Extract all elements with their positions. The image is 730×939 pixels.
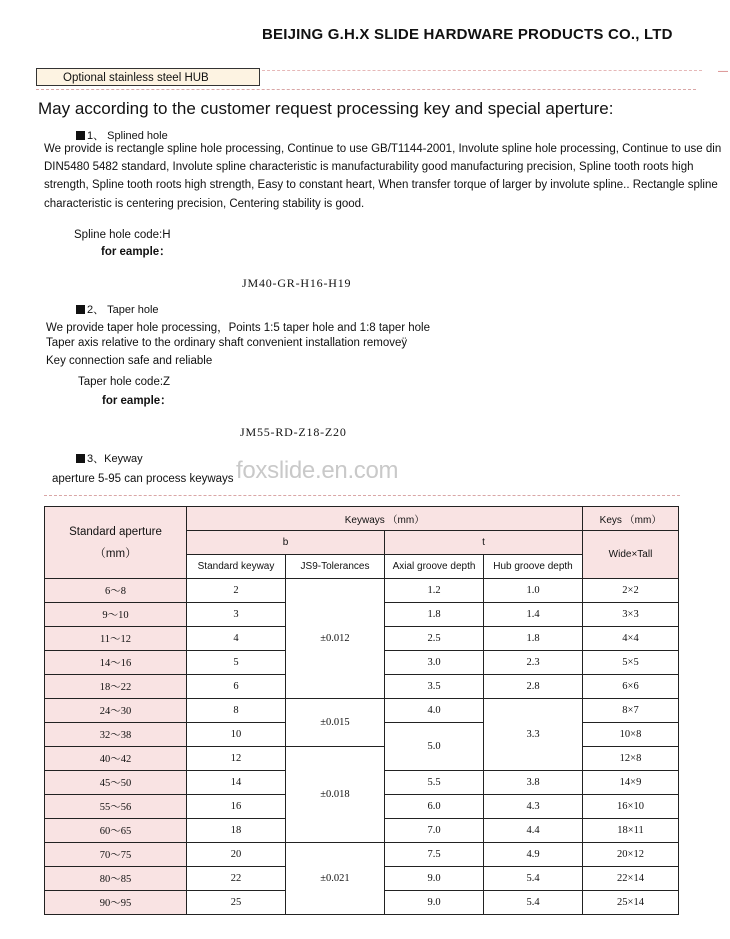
cell-keys: 4×4 — [583, 627, 679, 651]
cell-tolerance: ±0.015 — [286, 699, 385, 747]
cell-keys: 10×8 — [583, 723, 679, 747]
cell-keyway: 14 — [187, 771, 286, 795]
keyway-description: aperture 5-95 can process keyways — [52, 473, 234, 485]
cell-axial: 3.5 — [385, 675, 484, 699]
cell-hub: 4.4 — [484, 819, 583, 843]
cell-keyway: 5 — [187, 651, 286, 675]
cell-keyway: 6 — [187, 675, 286, 699]
cell-keys: 25×14 — [583, 891, 679, 915]
header-keys: Keys （mm） — [583, 507, 679, 531]
cell-aperture: 55～56 — [45, 795, 187, 819]
company-name: BEIJING G.H.X SLIDE HARDWARE PRODUCTS CO., LTD — [262, 26, 673, 43]
header-hub-depth: Hub groove depth — [484, 555, 583, 579]
header-dot: — — [718, 66, 728, 77]
cell-aperture: 90～95 — [45, 891, 187, 915]
header-standard-keyway: Standard keyway — [187, 555, 286, 579]
taper-line-3: Key connection safe and reliable — [46, 355, 213, 367]
spline-example-code: JM40-GR-H16-H19 — [242, 276, 352, 290]
cell-hub: 4.9 — [484, 843, 583, 867]
cell-keys: 3×3 — [583, 603, 679, 627]
cell-aperture: 11～12 — [45, 627, 187, 651]
section-splined-title: 1、 Splined hole — [76, 127, 168, 143]
bullet-square-icon — [76, 305, 85, 314]
cell-hub: 4.3 — [484, 795, 583, 819]
header-tolerance: JS9-Tolerances — [286, 555, 385, 579]
cell-aperture: 14～16 — [45, 651, 187, 675]
cell-keyway: 10 — [187, 723, 286, 747]
cell-hub: 3.8 — [484, 771, 583, 795]
cell-axial: 9.0 — [385, 891, 484, 915]
cell-keyway: 12 — [187, 747, 286, 771]
header-divider — [262, 70, 702, 71]
cell-keyway: 2 — [187, 579, 286, 603]
taper-line-1: We provide taper hole processing，Points 1:5 taper hole and 1:8 taper hole — [46, 322, 431, 334]
cell-keyway: 4 — [187, 627, 286, 651]
option-divider — [36, 89, 696, 90]
cell-hub: 1.0 — [484, 579, 583, 603]
cell-keys: 8×7 — [583, 699, 679, 723]
cell-keys: 14×9 — [583, 771, 679, 795]
cell-keyway: 22 — [187, 867, 286, 891]
header-keyways: Keyways （mm） — [187, 507, 583, 531]
cell-hub: 2.3 — [484, 651, 583, 675]
cell-axial: 4.0 — [385, 699, 484, 723]
taper-code-label: Taper hole code:Z — [78, 376, 171, 388]
cell-aperture: 6～8 — [45, 579, 187, 603]
bullet-square-icon — [76, 454, 85, 463]
cell-aperture: 45～50 — [45, 771, 187, 795]
cell-keys: 22×14 — [583, 867, 679, 891]
cell-keys: 12×8 — [583, 747, 679, 771]
cell-aperture: 80～85 — [45, 867, 187, 891]
header-t: t — [385, 531, 583, 555]
watermark-text: foxslide.en.com — [236, 457, 399, 484]
cell-hub-merged: 3.3 — [484, 699, 583, 771]
keyway-table — [44, 506, 679, 915]
cell-axial: 5.5 — [385, 771, 484, 795]
cell-axial: 1.8 — [385, 603, 484, 627]
cell-axial: 7.5 — [385, 843, 484, 867]
cell-keyway: 18 — [187, 819, 286, 843]
cell-aperture: 40～42 — [45, 747, 187, 771]
cell-hub: 1.8 — [484, 627, 583, 651]
header-wide-tall: Wide×Tall — [583, 531, 679, 579]
header-b: b — [187, 531, 385, 555]
cell-aperture: 9～10 — [45, 603, 187, 627]
cell-keyway: 8 — [187, 699, 286, 723]
cell-axial-merged: 5.0 — [385, 723, 484, 771]
cell-keys: 6×6 — [583, 675, 679, 699]
cell-keys: 18×11 — [583, 819, 679, 843]
cell-hub: 5.4 — [484, 867, 583, 891]
cell-keyway: 20 — [187, 843, 286, 867]
taper-example-label: for eample： — [102, 395, 172, 407]
table-row — [45, 579, 679, 603]
cell-keys: 20×12 — [583, 843, 679, 867]
table-row — [45, 843, 679, 867]
cell-keyway: 25 — [187, 891, 286, 915]
cell-hub: 1.4 — [484, 603, 583, 627]
main-heading: May according to the customer request processing key and special aperture: — [38, 99, 614, 118]
section-keyway-title: 3、Keyway — [76, 450, 143, 466]
table-divider — [44, 495, 680, 496]
spline-example-label: for eample： — [101, 246, 171, 258]
cell-aperture: 70～75 — [45, 843, 187, 867]
cell-aperture: 24～30 — [45, 699, 187, 723]
taper-example-code: JM55-RD-Z18-Z20 — [240, 425, 347, 439]
cell-keys: 16×10 — [583, 795, 679, 819]
cell-hub: 2.8 — [484, 675, 583, 699]
cell-keys: 2×2 — [583, 579, 679, 603]
cell-aperture: 18～22 — [45, 675, 187, 699]
section-taper-title: 2、 Taper hole — [76, 301, 159, 317]
cell-axial: 7.0 — [385, 819, 484, 843]
bullet-square-icon — [76, 131, 85, 140]
cell-keyway: 3 — [187, 603, 286, 627]
cell-hub: 5.4 — [484, 891, 583, 915]
cell-axial: 9.0 — [385, 867, 484, 891]
cell-aperture: 32～38 — [45, 723, 187, 747]
cell-axial: 2.5 — [385, 627, 484, 651]
table-row — [45, 699, 679, 723]
cell-axial: 1.2 — [385, 579, 484, 603]
cell-keyway: 16 — [187, 795, 286, 819]
cell-tolerance: ±0.021 — [286, 843, 385, 915]
header-axial-depth: Axial groove depth — [385, 555, 484, 579]
splined-description: We provide is rectangle spline hole processing, Continue to use GB/T1144-2001, Involute spline hole processing, Continue to use din DIN5480 5482 standard, Involute spline characteristic is manufacturability good manufacturing precision, Spline tooth roots high strength, Spline tooth roots high strength, Easy to constant heart, When transfer torque of larger by involute spline.. Rectangle spline characteristic is centering precision, Centering stability is good. — [44, 143, 722, 210]
taper-line-2: Taper axis relative to the ordinary shaft convenient installation removeÿ — [46, 337, 408, 349]
table-row — [45, 747, 679, 771]
cell-tolerance: ±0.012 — [286, 579, 385, 699]
cell-keys: 5×5 — [583, 651, 679, 675]
cell-axial: 6.0 — [385, 795, 484, 819]
cell-axial: 3.0 — [385, 651, 484, 675]
header-standard-aperture: Standard aperture （mm） — [45, 507, 187, 579]
cell-aperture: 60～65 — [45, 819, 187, 843]
cell-tolerance: ±0.018 — [286, 747, 385, 843]
spline-code-label: Spline hole code:H — [74, 229, 171, 241]
option-label-box: Optional stainless steel HUB — [36, 68, 260, 86]
